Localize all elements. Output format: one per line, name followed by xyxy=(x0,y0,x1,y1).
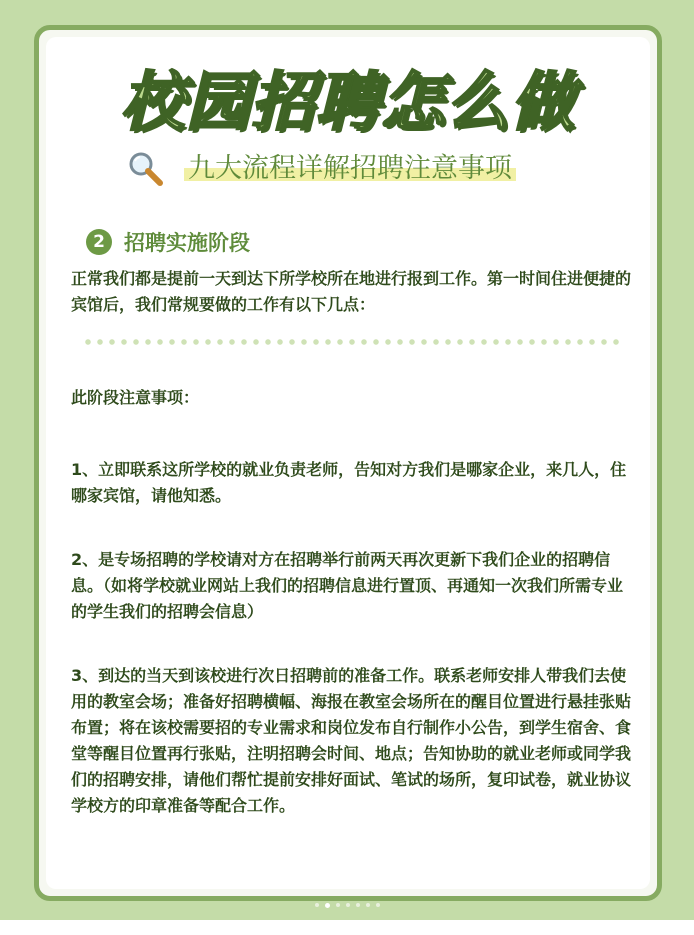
note-item-1: 1、立即联系这所学校的就业负责老师，告知对方我们是哪家企业，来几人，住哪家宾馆，请他知悉。 xyxy=(71,460,627,505)
card-inner xyxy=(46,37,650,889)
subtitle-row xyxy=(126,149,516,189)
section-title: 招聘实施阶段 xyxy=(124,231,250,255)
page-dot-active[interactable] xyxy=(325,903,330,908)
notes-heading: 此阶段注意事项： xyxy=(71,388,200,407)
page-title: 校园招聘怎么做 xyxy=(120,66,576,140)
page-indicator xyxy=(0,903,694,913)
section-number-badge: 2 xyxy=(86,229,112,255)
subtitle: 九大流程详解招聘注意事项 xyxy=(184,153,516,184)
note-item-2: 2、是专场招聘的学校请对方在招聘举行前两天再次更新下我们企业的招聘信息。（如将学校就业网站上我们的招聘信息进行置顶、再通知一次我们所需专业的学生我们的招聘会信息） xyxy=(71,550,624,621)
note-item-3: 3、到达的当天到该校进行次日招聘前的准备工作。联系老师安排人带我们去使用的教室会场；准备好招聘横幅、海报在教室会场所在的醒目位置进行悬挂张贴布置；将在该校需要招的专业需求和岗位发布自行制作小公告，到学生宿舍、食堂等醒目位置再行张贴，注明招聘会时间、地点；告知协助的就业老师或同学我们的招聘安排，请他们帮忙提前安排好面试、笔试的场所，复印试卷，就业协议学校方的印章准备等配合工作。 xyxy=(71,666,632,815)
dotted-divider xyxy=(82,339,620,345)
bottom-strip xyxy=(0,920,694,935)
page-dot[interactable] xyxy=(376,903,380,907)
page-dot[interactable] xyxy=(315,903,319,907)
content-card xyxy=(34,25,662,901)
page-dot[interactable] xyxy=(346,903,350,907)
page-dot[interactable] xyxy=(336,903,340,907)
section-intro: 正常我们都是提前一天到达下所学校所在地进行报到工作。第一时间住进便捷的宾馆后，我们常规要做的工作有以下几点： xyxy=(71,269,632,314)
search-icon xyxy=(126,149,166,189)
page-dot[interactable] xyxy=(356,903,360,907)
page-dot[interactable] xyxy=(366,903,370,907)
section-header xyxy=(86,227,250,257)
